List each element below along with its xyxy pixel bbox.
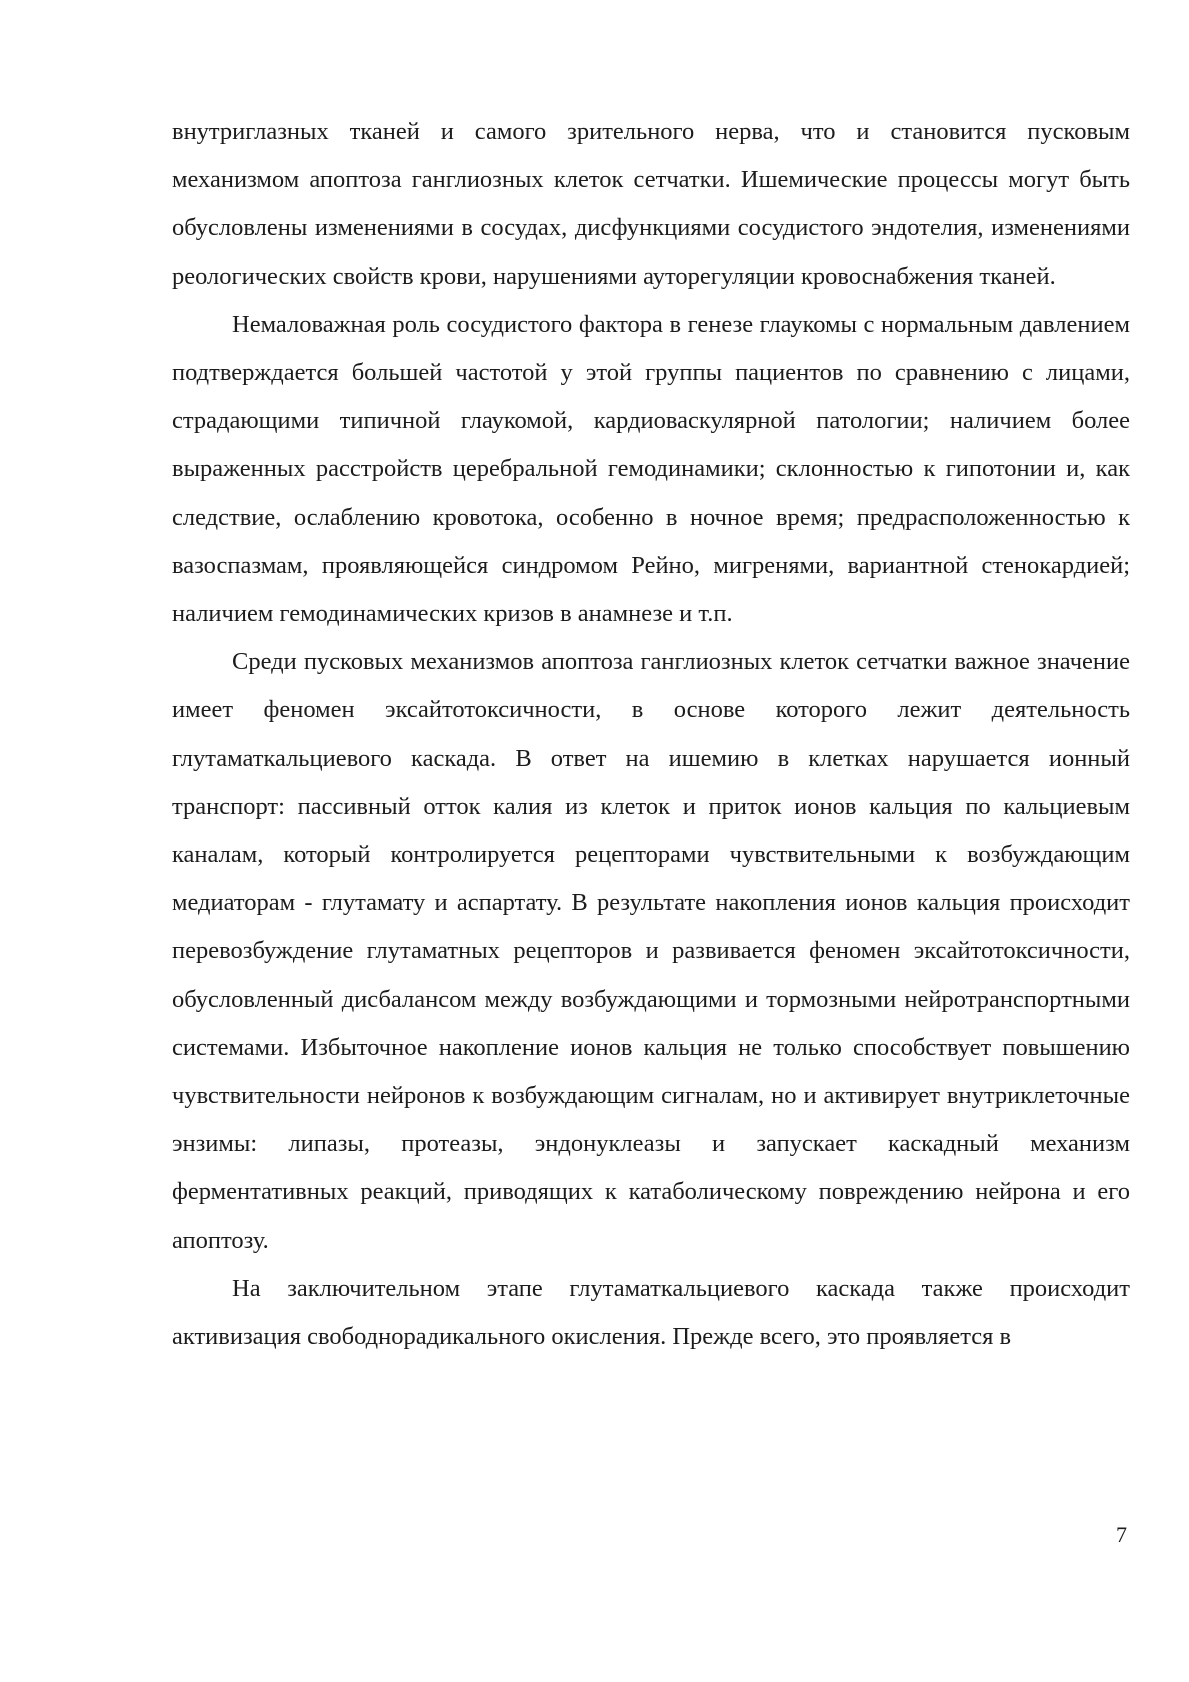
page-number: 7 <box>1116 1522 1127 1547</box>
paragraph-oxidation: На заключительном этапе глутаматкальциевого каскада также происходит активизация свободнорадикального окисления. Прежде всего, это проявляется в <box>172 1274 1130 1351</box>
paragraph-vascular-factor: Немаловажная роль сосудистого фактора в генезе глаукомы с нормальным давлением подтверждается большей частотой у этой группы пациентов по сравнению с лицами, страдающими типичной глаукомой, кардиоваскулярной патологии; наличием более выраженных расстройств церебральной гемодинамики; склонностью к гипотонии и, как следствие, ослаблению кровотока, особенно в ночное время; предрасположенностью к вазоспазмам, проявляющейся синдромом Рейно, мигренями, вариантной стенокардией; наличием гемодинамических кризов в анамнезе и т.п. <box>172 310 1130 628</box>
document-body <box>172 108 1130 1361</box>
paragraph-excitotoxicity: Среди пусковых механизмов апоптоза ганглиозных клеток сетчатки важное значение имеет феномен эксайтотоксичности, в основе которого лежит деятельность глутаматкальциевого каскада. В ответ на ишемию в клетках нарушается ионный транспорт: пассивный отток калия из клеток и приток ионов кальция по кальциевым каналам, который контролируется рецепторами чувствительными к возбуждающим медиаторам - глутамату и аспартату. В результате накопления ионов кальция происходит перевозбуждение глутаматных рецепторов и развивается феномен эксайтотоксичности, обусловленный дисбалансом между возбуждающими и тормозными нейротранспортными системами. Избыточное накопление ионов кальция не только способствует повышению чувствительности нейронов к возбуждающим сигналам, но и активирует внутриклеточные энзимы: липазы, протеазы, эндонуклеазы и запускает каскадный механизм ферментативных реакций, приводящих к катаболическому повреждению нейрона и его апоптозу. <box>172 648 1130 1254</box>
paragraph-continued: внутриглазных тканей и самого зрительного нерва, что и становится пусковым механизмом апоптоза ганглиозных клеток сетчатки. Ишемические процессы могут быть обусловлены изменениями в сосудах, дисфункциями сосудистого эндотелия, изменениями реологических свойств крови, нарушениями ауторегуляции кровоснабжения тканей. <box>172 118 1130 290</box>
